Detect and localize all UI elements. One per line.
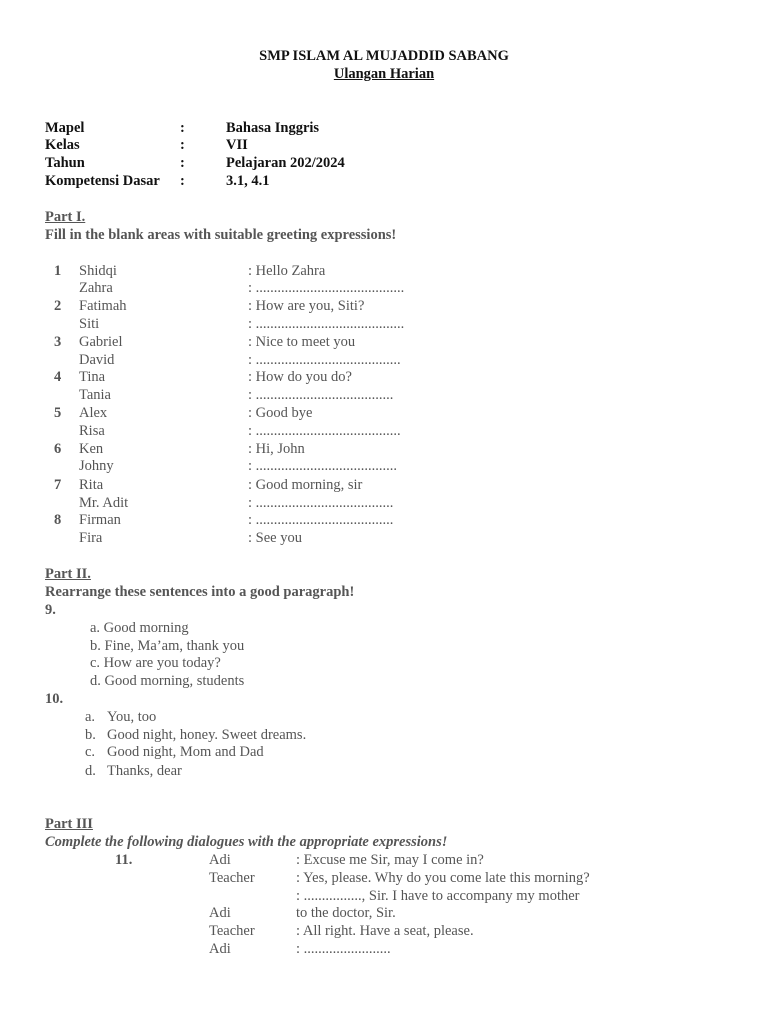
dialogue-line: : ........................ xyxy=(296,941,391,957)
info-value: Bahasa Inggris xyxy=(226,120,320,136)
q10-option-text: You, too xyxy=(107,709,157,725)
dialogue-line: to the doctor, Sir. xyxy=(296,905,396,921)
q10-option-text: Good night, honey. Sweet dreams. xyxy=(107,727,307,743)
info-label: Mapel xyxy=(45,120,85,136)
speaker-b: Zahra xyxy=(79,280,113,296)
info-label: Kelas xyxy=(45,137,80,153)
line-a: : Hi, John xyxy=(248,441,305,457)
item-number: 6 xyxy=(54,441,62,457)
speaker-b: Mr. Adit xyxy=(79,495,129,511)
line-a: : Nice to meet you xyxy=(248,334,356,350)
dialogue-speaker: Adi xyxy=(209,852,231,868)
speaker-a: Alex xyxy=(79,405,108,421)
speaker-b: David xyxy=(79,352,115,368)
q9-option: c. How are you today? xyxy=(90,655,221,671)
school-title: SMP ISLAM AL MUJADDID SABANG xyxy=(259,48,509,64)
dialogue-speaker: Adi xyxy=(209,905,231,921)
speaker-b: Fira xyxy=(79,530,103,546)
line-a: : Hello Zahra xyxy=(248,263,326,279)
q10-option-letter: d. xyxy=(85,763,96,779)
line-b: : ...................................... xyxy=(248,495,394,511)
speaker-b: Tania xyxy=(79,387,111,403)
info-label: Tahun xyxy=(45,155,85,171)
item-number: 1 xyxy=(54,263,62,279)
q9-option: a. Good morning xyxy=(90,620,189,636)
dialogue-line: : Excuse me Sir, may I come in? xyxy=(296,852,484,868)
item-number: 4 xyxy=(54,369,62,385)
speaker-a: Tina xyxy=(79,369,106,385)
part2-instruction: Rearrange these sentences into a good paragraph! xyxy=(45,584,355,600)
line-a: : ...................................... xyxy=(248,512,394,528)
q9-option: d. Good morning, students xyxy=(90,673,245,689)
line-b: : ......................................... xyxy=(248,280,405,296)
line-a: : How do you do? xyxy=(248,369,352,385)
speaker-b: Johny xyxy=(79,458,114,474)
item-number: 8 xyxy=(54,512,62,528)
line-b: : ....................................... xyxy=(248,458,398,474)
part2-title: Part II. xyxy=(45,566,91,582)
speaker-b: Risa xyxy=(79,423,105,439)
q10-option-text: Thanks, dear xyxy=(107,763,182,779)
q10-option-letter: b. xyxy=(85,727,96,743)
question-10-number: 10. xyxy=(45,691,64,707)
part1-title: Part I. xyxy=(45,209,86,225)
question-9-number: 9. xyxy=(45,602,56,618)
line-a: : How are you, Siti? xyxy=(248,298,365,314)
item-number: 3 xyxy=(54,334,62,350)
speaker-a: Rita xyxy=(79,477,104,493)
speaker-a: Shidqi xyxy=(79,263,117,279)
exam-title: Ulangan Harian xyxy=(333,66,435,82)
speaker-a: Gabriel xyxy=(79,334,123,350)
q9-option: b. Fine, Ma’am, thank you xyxy=(90,638,245,654)
dialogue-speaker: Teacher xyxy=(209,923,255,939)
dialogue-speaker: Adi xyxy=(209,941,231,957)
dialogue-speaker: Teacher xyxy=(209,870,255,886)
info-value: Pelajaran 202/2024 xyxy=(226,155,345,171)
dialogue-line: : ................, Sir. I have to accompany my mother xyxy=(296,888,580,904)
q10-option-letter: a. xyxy=(85,709,96,725)
info-sep: : xyxy=(180,155,185,171)
part1-instruction: Fill in the blank areas with suitable greeting expressions! xyxy=(45,227,397,243)
info-label: Kompetensi Dasar xyxy=(45,173,160,189)
speaker-b: Siti xyxy=(79,316,100,332)
info-sep: : xyxy=(180,120,185,136)
speaker-a: Ken xyxy=(79,441,104,457)
line-a: : Good morning, sir xyxy=(248,477,363,493)
item-number: 2 xyxy=(54,298,62,314)
item-number: 5 xyxy=(54,405,62,421)
line-b: : ...................................... xyxy=(248,387,394,403)
line-b: : ......................................... xyxy=(248,316,405,332)
info-sep: : xyxy=(180,137,185,153)
line-b: : ........................................ xyxy=(248,352,401,368)
info-value: VII xyxy=(226,137,248,153)
item-number: 7 xyxy=(54,477,62,493)
info-value: 3.1, 4.1 xyxy=(226,173,270,189)
question-11-number: 11. xyxy=(115,852,133,868)
line-a: : Good bye xyxy=(248,405,313,421)
line-b: : See you xyxy=(248,530,302,546)
dialogue-line: : All right. Have a seat, please. xyxy=(296,923,474,939)
dialogue-line: : Yes, please. Why do you come late this morning? xyxy=(296,870,590,886)
speaker-a: Fatimah xyxy=(79,298,127,314)
speaker-a: Firman xyxy=(79,512,121,528)
q10-option-text: Good night, Mom and Dad xyxy=(107,744,264,760)
line-b: : ........................................ xyxy=(248,423,401,439)
part3-instruction: Complete the following dialogues with the appropriate expressions! xyxy=(45,834,448,850)
q10-option-letter: c. xyxy=(85,744,96,760)
info-sep: : xyxy=(180,173,185,189)
part3-title: Part III xyxy=(45,816,93,832)
